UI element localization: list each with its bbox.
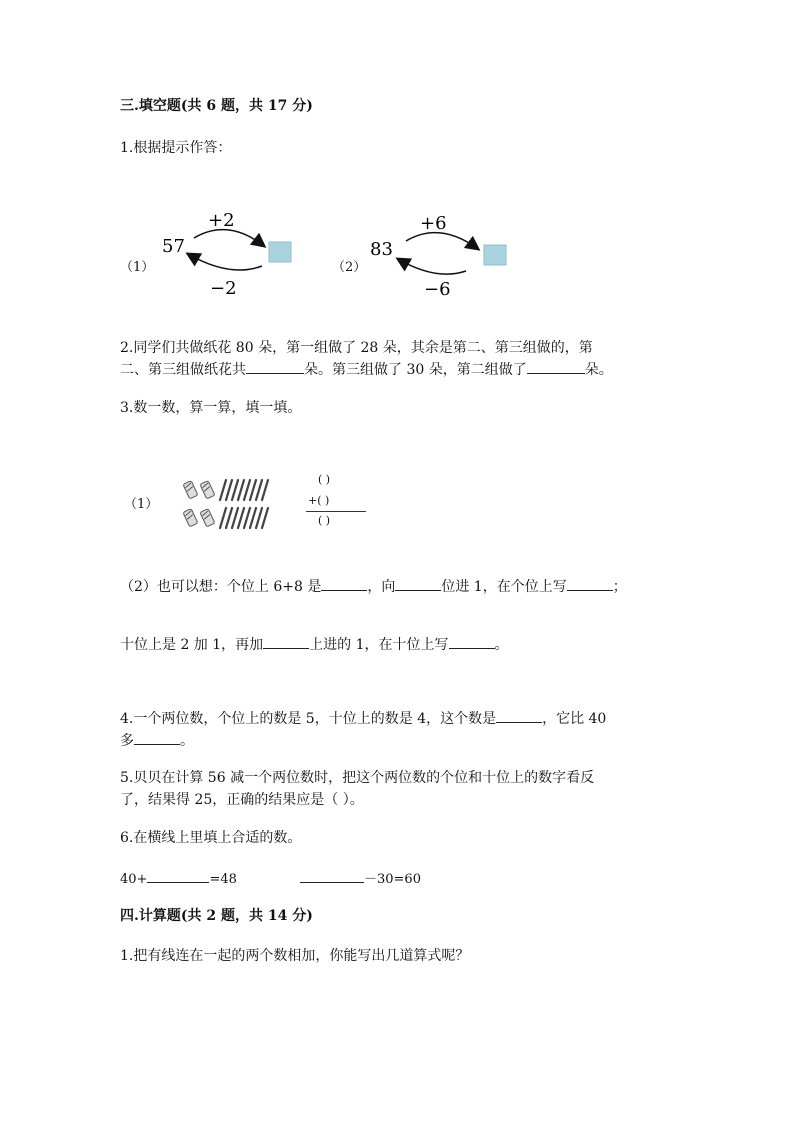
q4-blank-difference[interactable] [134, 730, 180, 745]
vertical-add-row2-parens: ( ) [317, 494, 330, 507]
q5-line2: 了，结果得 25，正确的结果应是（ ）。 [120, 792, 364, 808]
q6-eq1-text-a: 40+ [120, 872, 148, 887]
q2-line2 [120, 359, 613, 380]
q2-text-c: 朵。 [584, 362, 613, 378]
q1-part2-back-arrow [398, 259, 466, 274]
stick-bundle-icon [183, 481, 215, 527]
single-sticks-icon [220, 480, 268, 528]
q2-text-b: 朵。第三组做了 30 朵，第二组做了 [304, 362, 527, 378]
q4-text-a: 4.一个两位数，个位上的数是 5，十位上的数是 4，这个数是 [120, 711, 497, 727]
q3-sticks-picture [182, 474, 282, 534]
q3-p2-text-d: ； [612, 579, 627, 595]
q3-blank-sum[interactable] [321, 576, 367, 591]
q3-blank-tens-digit[interactable] [449, 634, 495, 649]
q3-blank-carry-from[interactable] [263, 634, 309, 649]
q1-part1-diagram [150, 200, 310, 300]
q6-prompt: 6.在横线上里填上合适的数。 [120, 830, 302, 846]
q1-part2-label: （2） [332, 260, 367, 275]
vertical-add-rule [306, 511, 366, 512]
vertical-add-row1[interactable]: ( ) [318, 473, 331, 486]
q1-part1-back-arrow [188, 254, 262, 270]
q3-part2-line2 [120, 634, 509, 655]
q1-prompt: 1.根据提示作答： [120, 140, 232, 156]
q4-blank-number[interactable] [496, 708, 542, 723]
q6-equation1 [120, 868, 237, 890]
q3-p2-text-f: 上进的 1，在十位上写 [309, 637, 449, 653]
q3-blank-carry-place[interactable] [395, 576, 441, 591]
section4-q1-prompt: 1.把有线连在一起的两个数相加，你能写出几道算式呢？ [120, 948, 470, 964]
section3-heading: 三.填空题(共 6 题，共 17 分) [120, 98, 313, 114]
q4-line1 [120, 708, 606, 729]
q1-part2-start-number: 83 [370, 239, 393, 260]
q6-blank-eq1[interactable] [147, 868, 209, 883]
q3-part2-line1 [120, 576, 627, 597]
q3-p2-text-c: 位进 1，在个位上写 [441, 579, 567, 595]
q4-text-b: ，它比 40 [542, 711, 607, 727]
q1-part2-top-operation: +6 [420, 213, 447, 234]
q1-part2-answer-box[interactable] [484, 245, 506, 265]
section4-heading: 四.计算题(共 2 题，共 14 分) [120, 908, 313, 924]
q2-text-a: 二、第三组做纸花共 [120, 362, 246, 378]
q3-part1-label: （1） [124, 497, 159, 512]
q4-text-d: 。 [180, 733, 194, 749]
q6-blank-eq2[interactable] [300, 868, 364, 883]
q2-blank-total[interactable] [246, 359, 304, 374]
q6-equation2 [300, 868, 421, 890]
q3-p2-text-g: 。 [494, 637, 509, 653]
vertical-add-result[interactable]: ( ) [318, 514, 331, 527]
q5-line1: 5.贝贝在计算 56 减一个两位数时，把这个两位数的个位和十位上的数字看反 [120, 770, 595, 786]
q6-eq2-text-b: －30=60 [364, 872, 421, 887]
q3-blank-ones-digit[interactable] [567, 576, 613, 591]
q1-part2-bottom-operation: −6 [424, 279, 451, 300]
q1-part1-start-number: 57 [162, 236, 185, 257]
q1-part2-diagram [362, 205, 522, 305]
q6-eq1-text-b: =48 [209, 872, 237, 887]
q1-part2-forward-arrow [406, 233, 478, 249]
plus-sign: + [308, 494, 318, 507]
q3-p2-text-b: ，向 [367, 579, 396, 595]
q4-text-c: 多 [120, 733, 134, 749]
q1-part1-forward-arrow [194, 230, 264, 246]
q1-part1-label: （1） [120, 260, 155, 275]
q2-line1: 2.同学们共做纸花 80 朵，第一组做了 28 朵，其余是第二、第三组做的，第 [120, 340, 593, 356]
q1-part1-answer-box[interactable] [269, 242, 291, 262]
q3-prompt: 3.数一数，算一算，填一填。 [120, 400, 302, 416]
q3-p2-text-a: （2）也可以想：个位上 6+8 是 [120, 579, 322, 595]
q3-p2-text-e: 十位上是 2 加 1，再加 [120, 637, 264, 653]
q1-part1-bottom-operation: −2 [210, 278, 237, 299]
q4-line2 [120, 730, 194, 751]
vertical-add-row2[interactable] [308, 493, 329, 509]
q2-blank-group2[interactable] [527, 359, 585, 374]
q1-part1-top-operation: +2 [208, 210, 235, 231]
